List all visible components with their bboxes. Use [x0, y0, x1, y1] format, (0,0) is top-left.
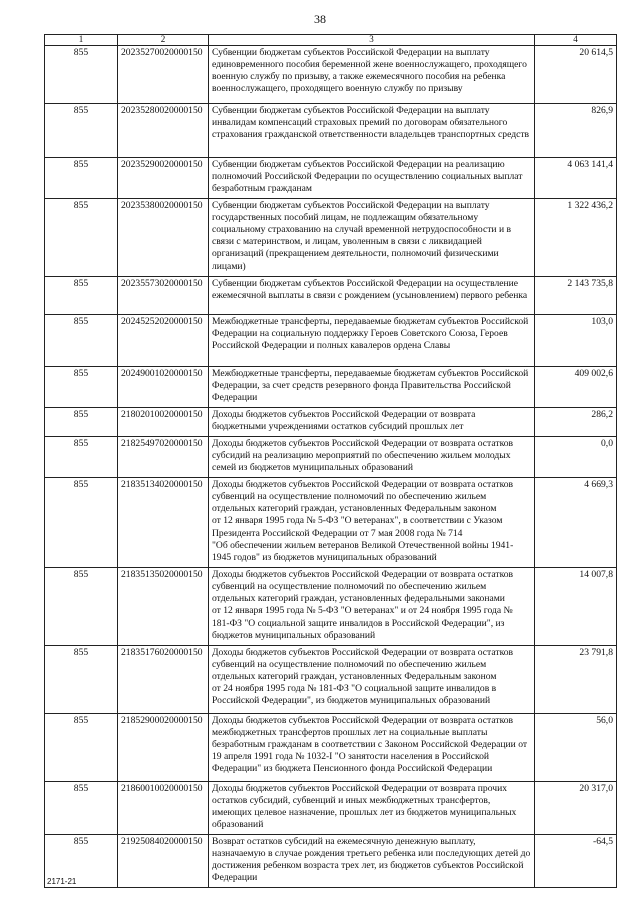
amount: 23 791,8 [535, 645, 617, 713]
admin-code: 855 [45, 436, 118, 477]
table-row [45, 314, 617, 366]
admin-code: 855 [45, 314, 118, 366]
table-row [45, 407, 617, 436]
budget-classification-code: 21860010020000150 [118, 781, 209, 834]
table-row [45, 157, 617, 198]
budget-classification-code: 20235380020000150 [118, 199, 209, 276]
budget-classification-code: 20249001020000150 [118, 366, 209, 407]
amount: -64,5 [535, 835, 617, 888]
revenue-description: Субвенции бюджетам субъектов Российской Федерации на выплату инвалидам компенсаций страховых премий по договорам обязательного страхования гражданской ответственности владельцев транспортных средств [209, 103, 535, 157]
page-number: 38 [314, 12, 326, 26]
admin-code: 855 [45, 781, 118, 834]
admin-code: 855 [45, 45, 118, 103]
amount: 1 322 436,2 [535, 199, 617, 276]
revenue-description: Доходы бюджетов субъектов Российской Федерации от возврата прочих остатков субсидий, субвенций и иных межбюджетных трансфертов, имеющих целевое назначение, прошлых лет из бюджетов муниципальных образований [209, 781, 535, 834]
budget-classification-code: 20245252020000150 [118, 314, 209, 366]
amount: 409 002,6 [535, 366, 617, 407]
budget-revenue-table [44, 34, 617, 888]
revenue-description: Субвенции бюджетам субъектов Российской Федерации на реализацию полномочий Российской Федерации по осуществлению социальных выплат безработным гражданам [209, 157, 535, 198]
amount: 2 143 735,8 [535, 276, 617, 314]
revenue-description: Субвенции бюджетам субъектов Российской Федерации на выплату единовременного пособия беременной жене военнослужащего, проходящего военную службу по призыву, а также ежемесячного пособия на ребенка военнослужащего, проходящего военную службу по призыву [209, 45, 535, 103]
table-row [45, 366, 617, 407]
budget-classification-code: 21835134020000150 [118, 478, 209, 568]
column-number: 1 [45, 35, 118, 46]
amount: 20 317,0 [535, 781, 617, 834]
revenue-description: Возврат остатков субсидий на ежемесячную денежную выплату, назначаемую в случае рождения третьего ребенка или последующих детей до достижения ребенком возраста трех лет, из бюджетов субъектов Российской Федерации [209, 835, 535, 888]
table-row [45, 199, 617, 276]
budget-classification-code: 21925084020000150 [118, 835, 209, 888]
table-row [45, 45, 617, 103]
budget-classification-code: 20235290020000150 [118, 157, 209, 198]
column-number: 2 [118, 35, 209, 46]
revenue-description: Доходы бюджетов субъектов Российской Федерации от возврата остатков субсидий на реализацию мероприятий по обеспечению жильем молодых семей из бюджетов муниципальных образований [209, 436, 535, 477]
budget-classification-code: 21835135020000150 [118, 568, 209, 645]
budget-classification-code: 21802010020000150 [118, 407, 209, 436]
amount: 286,2 [535, 407, 617, 436]
table-row [45, 276, 617, 314]
admin-code: 855 [45, 645, 118, 713]
revenue-description: Межбюджетные трансферты, передаваемые бюджетам субъектов Российской Федерации, за счет средств резервного фонда Правительства Российской Федерации [209, 366, 535, 407]
budget-classification-code: 21835176020000150 [118, 645, 209, 713]
budget-classification-code: 21825497020000150 [118, 436, 209, 477]
table-row [45, 478, 617, 568]
admin-code: 855 [45, 157, 118, 198]
amount: 4 669,3 [535, 478, 617, 568]
column-number: 3 [209, 35, 535, 46]
budget-classification-code: 21852900020000150 [118, 713, 209, 781]
table-row [45, 568, 617, 645]
revenue-description: Доходы бюджетов субъектов Российской Федерации от возврата остатков субвенций на осуществление полномочий по обеспечению жильем отдельных категорий граждан, установленных федеральными законами от 12 января 1995 года № 5-ФЗ "О ветеранах" и от 24 ноября 1995 года № 181-ФЗ "О социальной защите инвалидов в Российской Федерации", из бюджетов муниципальных образований [209, 568, 535, 645]
revenue-description: Доходы бюджетов субъектов Российской Федерации от возврата бюджетными учреждениями остатков субсидий прошлых лет [209, 407, 535, 436]
budget-classification-code: 20235280020000150 [118, 103, 209, 157]
table-row [45, 436, 617, 477]
amount: 103,0 [535, 314, 617, 366]
admin-code: 855 [45, 713, 118, 781]
budget-classification-code: 20235270020000150 [118, 45, 209, 103]
admin-code: 855 [45, 478, 118, 568]
revenue-description: Доходы бюджетов субъектов Российской Федерации от возврата остатков субвенций на осуществление полномочий по обеспечению жильем отдельных категорий граждан, установленных Федеральным законом от 24 ноября 1995 года № 181-ФЗ "О социальной защите инвалидов в Российской Федерации", из бюджетов муниципальных образований [209, 645, 535, 713]
budget-classification-code: 20235573020000150 [118, 276, 209, 314]
admin-code: 855 [45, 199, 118, 276]
revenue-description: Межбюджетные трансферты, передаваемые бюджетам субъектов Российской Федерации на социальную поддержку Героев Советского Союза, Героев Российской Федерации и полных кавалеров ордена Славы [209, 314, 535, 366]
revenue-description: Субвенции бюджетам субъектов Российской Федерации на осуществление ежемесячной выплаты в связи с рождением (усыновлением) первого ребенка [209, 276, 535, 314]
amount: 826,9 [535, 103, 617, 157]
revenue-description: Доходы бюджетов субъектов Российской Федерации от возврата остатков субвенций на осуществление полномочий по обеспечению жильем отдельных категорий граждан, установленных Федеральным законом от 12 января 1995 года № 5-ФЗ "О ветеранах", в соответствии с Указом Президента Российской Федерации от 7 мая 2008 года № 714 "Об обеспечении жильем ветеранов Великой Отечественной войны 1941-1945 годов" из бюджетов муниципальных образований [209, 478, 535, 568]
admin-code: 855 [45, 366, 118, 407]
table-row [45, 103, 617, 157]
table-row [45, 835, 617, 888]
table-row [45, 781, 617, 834]
table-row [45, 713, 617, 781]
amount: 14 007,8 [535, 568, 617, 645]
column-number: 4 [535, 35, 617, 46]
table-row [45, 645, 617, 713]
revenue-description: Субвенции бюджетам субъектов Российской Федерации на выплату государственных пособий лицам, не подлежащим обязательному социальному страхованию на случай временной нетрудоспособности и в связи с материнством, и лицам, уволенным в связи с ликвидацией организаций (прекращением деятельности, полномочий физическими лицами) [209, 199, 535, 276]
admin-code: 855 [45, 276, 118, 314]
admin-code: 855 [45, 568, 118, 645]
admin-code: 855 [45, 407, 118, 436]
amount: 4 063 141,4 [535, 157, 617, 198]
admin-code: 855 [45, 835, 118, 888]
amount: 0,0 [535, 436, 617, 477]
admin-code: 855 [45, 103, 118, 157]
amount: 56,0 [535, 713, 617, 781]
column-number-row [45, 35, 617, 46]
document-footer-code: 2171-21 [47, 877, 77, 886]
revenue-description: Доходы бюджетов субъектов Российской Федерации от возврата остатков межбюджетных трансфертов прошлых лет на социальные выплаты безработным гражданам в соответствии с Законом Российской Федерации от 19 апреля 1991 года № 1032-I "О занятости населения в Российской Федерации" из бюджета Пенсионного фонда Российской Федерации [209, 713, 535, 781]
amount: 20 614,5 [535, 45, 617, 103]
